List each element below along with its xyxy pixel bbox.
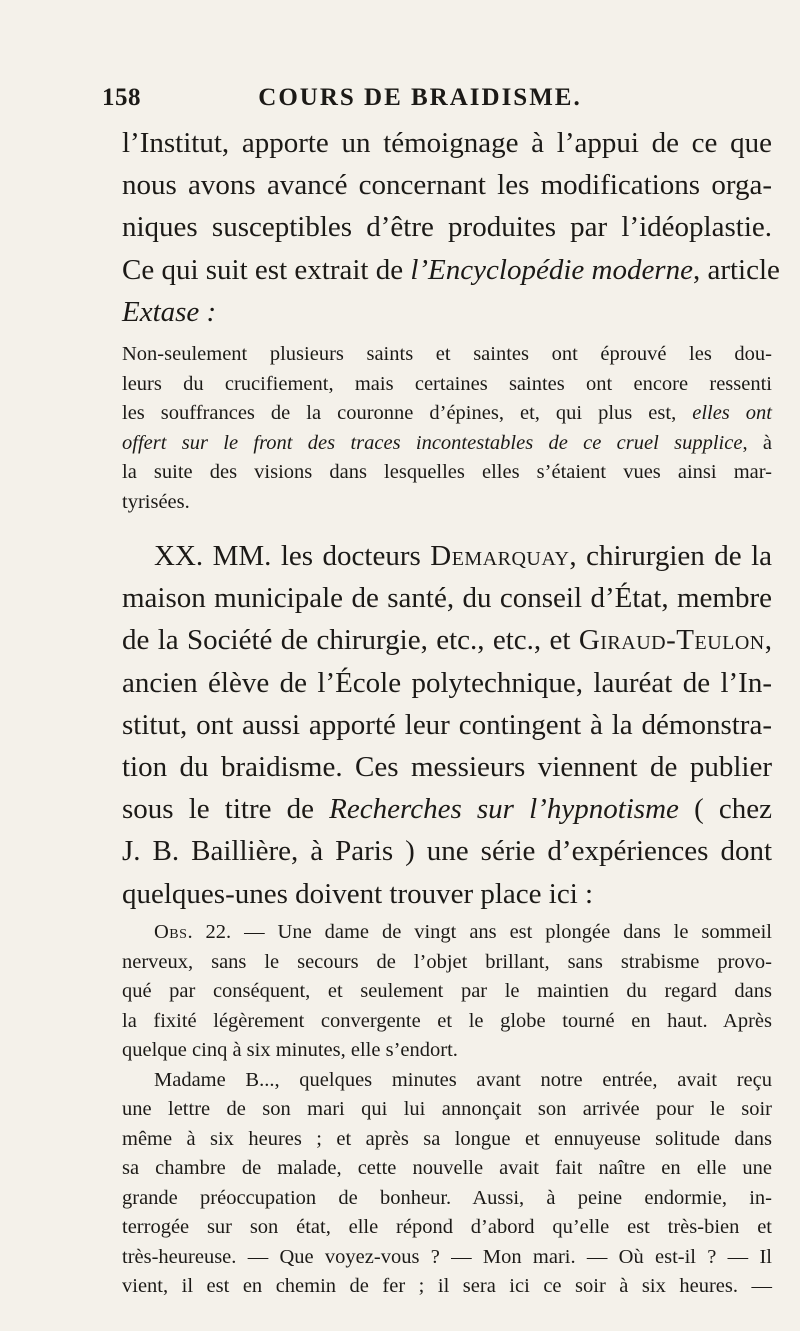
text-line: niques susceptibles d’être produites par l’idéoplastie. <box>122 211 772 244</box>
book-title-encyclopedie: l’Encyclopédie moderne <box>410 253 693 286</box>
text-span: , article <box>692 253 780 286</box>
text-line: une lettre de son mari qui lui annonçait son arrivée pour le soir <box>122 1098 772 1120</box>
text-line <box>122 291 772 333</box>
book-title-recherches: Recherches sur l’hypnotisme <box>329 793 679 826</box>
intro-paragraph <box>122 122 780 333</box>
text-line: ancien élève de l’École polytechnique, lauréat de l’In- <box>122 666 772 699</box>
text-line: J. B. Baillière, à Paris ) une série d’expériences dont <box>122 835 772 868</box>
name-demarquay: Demarquay <box>430 540 570 572</box>
text-line: stitut, ont aussi apporté leur contingent à la démonstra- <box>122 708 772 741</box>
article-title: Extase : <box>122 295 217 328</box>
text-span: ( chez <box>678 793 772 826</box>
text-line: leurs du crucifiement, mais certaines saintes ont encore ressenti <box>122 372 772 395</box>
italic-span: offert sur le front des traces incontestables de ce cruel supplice <box>122 431 743 454</box>
observation-block <box>122 918 772 1302</box>
text-span: les souffrances de la couronne d’épines, et, qui plus est, <box>122 402 693 424</box>
text-span: , <box>764 624 772 657</box>
text-line: l’Institut, apporte un témoignage à l’appui de ce que <box>122 127 772 159</box>
text-span: . 22. — Une dame de vingt ans est plongée dans le sommeil <box>187 921 772 943</box>
text-line: vient, il est en chemin de fer ; il sera ici ce soir à six heures. — <box>122 1275 772 1297</box>
text-line <box>122 918 772 948</box>
text-line: sa chambre de malade, cette nouvelle avait fait naître en elle une <box>122 1157 772 1179</box>
text-line: très-heureuse. — Que voyez-vous ? — Mon mari. — Où est-il ? — Il <box>122 1245 772 1268</box>
text-span: de la Société de chirurgie, etc., etc., et <box>122 624 579 657</box>
text-span: Ce qui suit est extrait de <box>122 253 411 286</box>
text-line <box>122 249 780 291</box>
text-line: nerveux, sans le secours de l’objet brillant, sans strabisme provo- <box>122 950 772 973</box>
text-line: la fixité légèrement convergente et le globe tourné en haut. Après <box>122 1009 772 1032</box>
text-span: XX. MM. les docteurs <box>154 540 431 572</box>
text-line <box>122 788 772 830</box>
paragraph-xx <box>122 535 772 915</box>
text-line: maison municipale de santé, du conseil d’État, membre <box>122 582 772 615</box>
text-line <box>122 429 772 459</box>
text-line <box>122 619 772 661</box>
page-number: 158 <box>102 84 141 111</box>
text-line: quelques-unes doivent trouver place ici : <box>122 877 594 910</box>
text-line: même à six heures ; et après sa longue et ennuyeuse solitude dans <box>122 1127 772 1150</box>
text-line: tion du braidisme. Ces messieurs viennent de publier <box>122 751 772 784</box>
obs-label: Obs <box>154 921 188 943</box>
text-line: tyrisées. <box>122 490 190 513</box>
text-line: grande préoccupation de bonheur. Aussi, à peine endormie, in- <box>122 1186 772 1209</box>
text-line: la suite des visions dans lesquelles elles s’étaient vues ainsi mar- <box>122 461 772 483</box>
text-line: nous avons avancé concernant les modifications orga- <box>122 169 772 202</box>
text-line <box>122 535 772 577</box>
text-line: Madame B..., quelques minutes avant notre entrée, avait reçu <box>154 1068 772 1091</box>
text-span: sous le titre de <box>122 793 330 826</box>
text-line <box>122 399 772 429</box>
name-giraud-teulon: Giraud-Teulon <box>578 624 765 657</box>
text-line: Non-seulement plusieurs saints et saintes ont éprouvé les dou- <box>122 343 772 365</box>
text-span: , chirurgien de la <box>569 540 772 572</box>
text-line: quelque cinq à six minutes, elle s’endort. <box>122 1039 458 1061</box>
italic-span: elles ont <box>692 402 772 424</box>
running-title: COURS DE BRAIDISME. <box>258 84 582 111</box>
text-line: terrogée sur son état, elle répond d’abord qu’elle est très-bien et <box>122 1216 772 1238</box>
page-header <box>80 84 760 116</box>
text-span: , à <box>742 431 772 454</box>
text-line: qué par conséquent, et seulement par le maintien du regard dans <box>122 980 772 1002</box>
quotation-block <box>122 340 772 517</box>
